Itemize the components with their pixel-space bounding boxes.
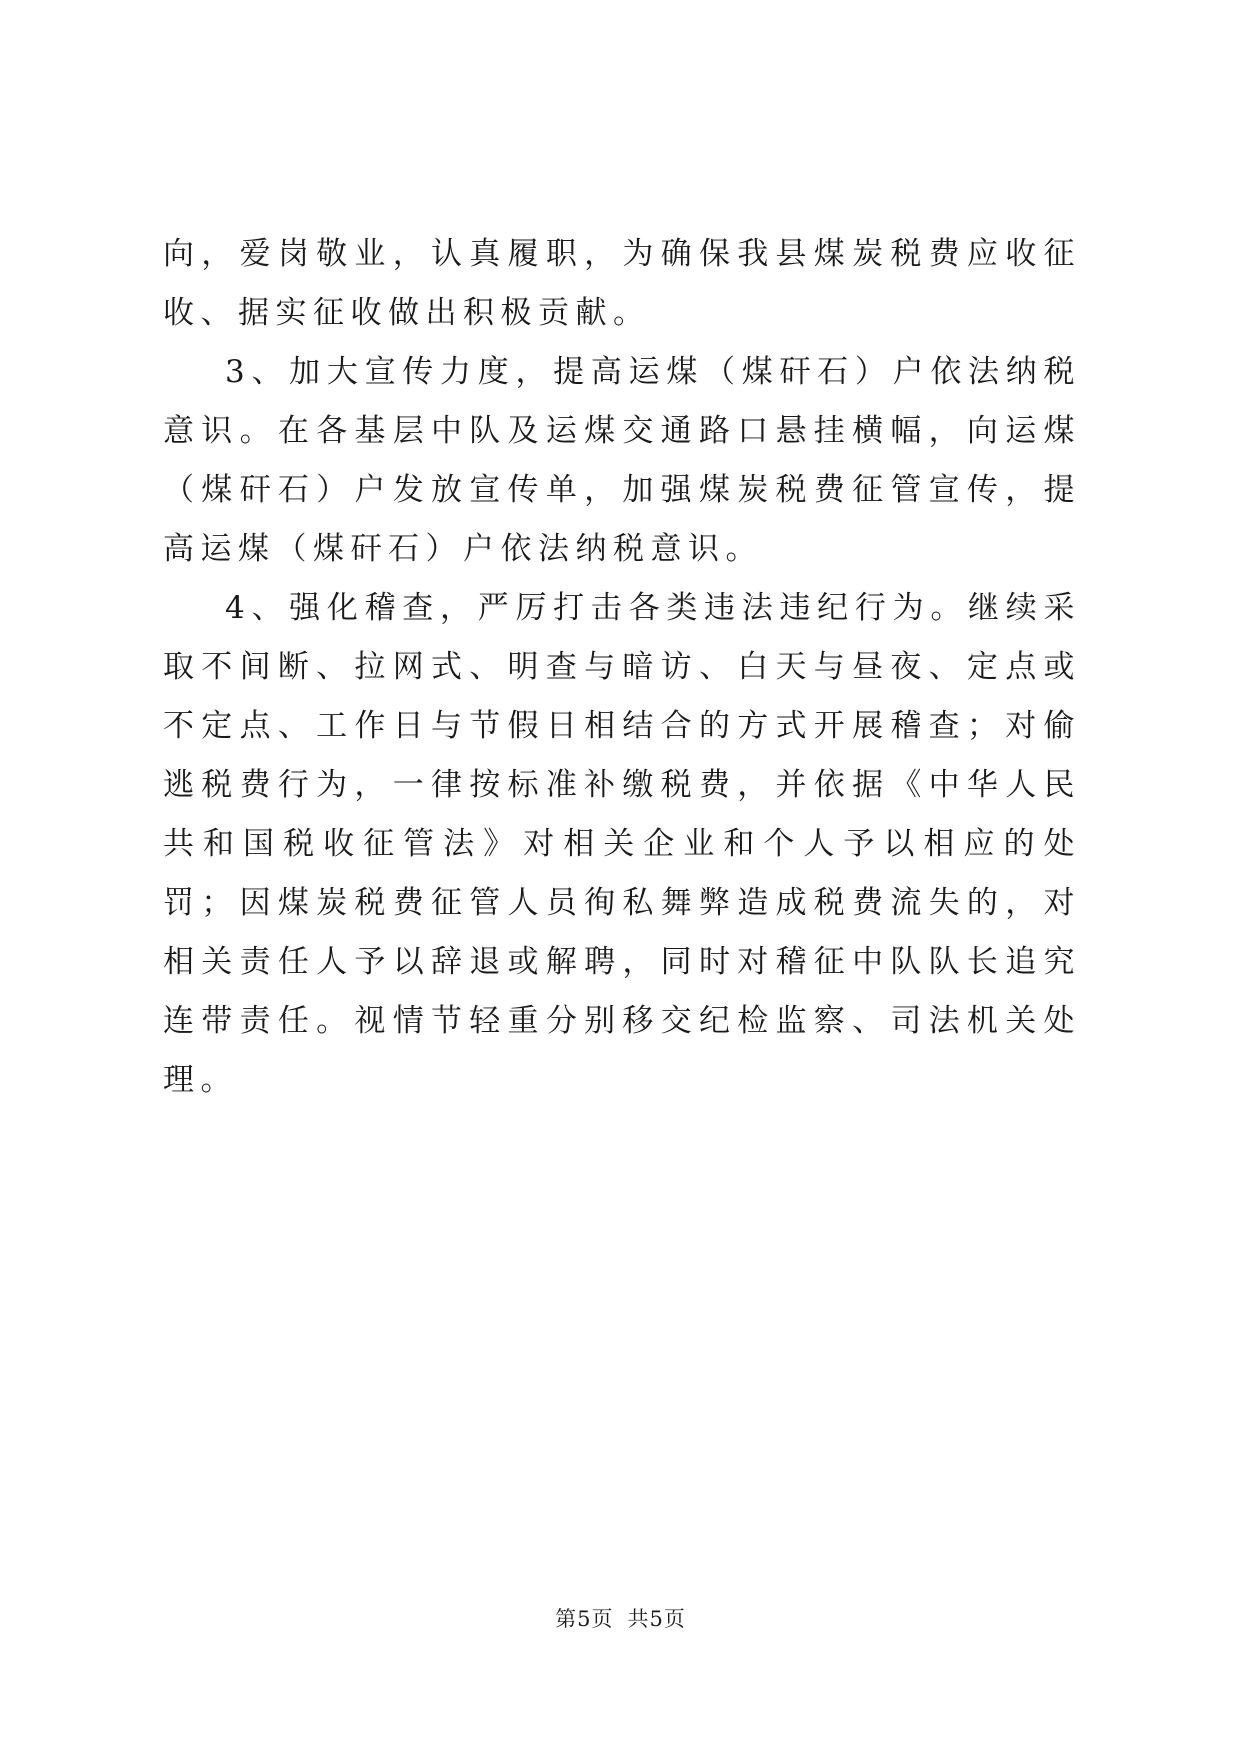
page-number-current: 第5页	[555, 1607, 614, 1631]
page-footer	[0, 1605, 1241, 1633]
page-number-total: 共5页	[627, 1607, 686, 1631]
document-body	[163, 225, 1081, 1110]
paragraph-item-4: 4、强化稽查，严厉打击各类违法违纪行为。继续采取不间断、拉网式、明查与暗访、白天与昼夜、定点或不定点、工作日与节假日相结合的方式开展稽查；对偷逃税费行为，一律按标准补缴税费，并依据《中华人民共和国税收征管法》对相关企业和个人予以相应的处罚；因煤炭税费征管人员徇私舞弊造成税费流失的，对相关责任人予以辞退或解聘，同时对稽征中队队长追究连带责任。视情节轻重分别移交纪检监察、司法机关处理。	[163, 590, 1081, 1098]
paragraph-continuation: 向，爱岗敬业，认真履职，为确保我县煤炭税费应收征收、据实征收做出积极贡献。	[163, 236, 1081, 331]
paragraph-item-3: 3、加大宣传力度，提高运煤（煤矸石）户依法纳税意识。在各基层中队及运煤交通路口悬挂横幅，向运煤（煤矸石）户发放宣传单，加强煤炭税费征管宣传，提高运煤（煤矸石）户依法纳税意识。	[163, 354, 1081, 567]
